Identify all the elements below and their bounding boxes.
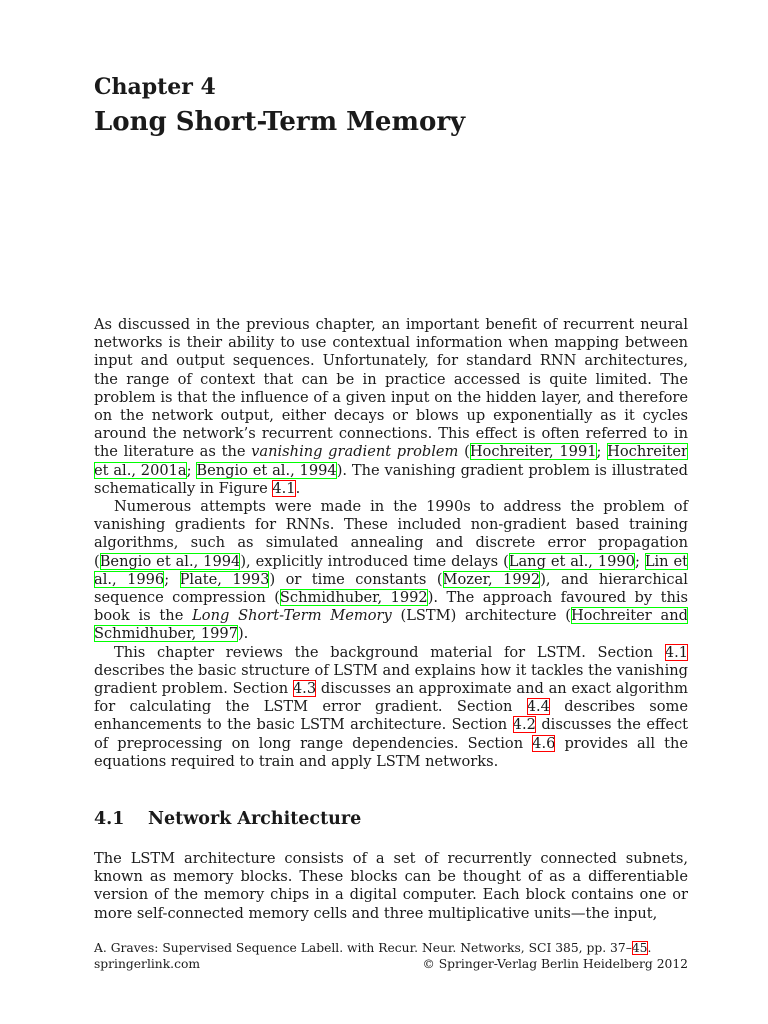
section-ref-link[interactable]: 4.1 xyxy=(664,643,688,661)
text: discusses the effect of preprocessing on long range dependencies. Section xyxy=(94,716,689,752)
paragraph-2 xyxy=(94,498,688,644)
footer-copyright: © Springer-Verlag Berlin Heidelberg 2012 xyxy=(422,956,688,971)
text: provides all the equations required to train and apply LSTM networks. xyxy=(94,734,688,770)
page-ref-link[interactable]: 45 xyxy=(631,941,648,955)
text: As discussed in the previous chapter, an important benefit of recurrent neural networks is their ability to use contextual information when mapping between input and output sequences. Unfortunately, for standard RNN architectures, the range of context that can be in practice accessed is quite limited. The problem is that the influence of a given input on the hidden layer, and therefore on the network output, either decays or blows up exponentially as it cycles around the network’s recurrent connections. This effect is often referred to in the literature as the xyxy=(94,316,688,461)
section-ref-link[interactable]: 4.4 xyxy=(526,698,550,716)
text: ; xyxy=(634,552,645,570)
text: Numerous attempts were made in the 1990s to address the problem of vanishing gradients for RNNs. These included non-gradient based training algorithms, such as simulated annealing and discrete error propagation ( xyxy=(94,498,688,570)
text: ). The vanishing gradient problem is illustrated schematically in Figure xyxy=(94,461,688,497)
citation-link[interactable]: Schmidhuber, 1992 xyxy=(279,589,428,607)
emphasis: Long Short-Term Memory xyxy=(192,607,392,625)
text: ). The approach favoured by this book is the xyxy=(94,589,689,625)
citation-link[interactable]: Hochreiter et al., 2001a xyxy=(94,443,688,479)
citation-link[interactable]: Hochreiter, 1991 xyxy=(469,443,597,461)
section-ref-link[interactable]: 4.2 xyxy=(512,716,536,734)
figure-ref-link[interactable]: 4.1 xyxy=(272,479,296,497)
citation-link[interactable]: Mozer, 1992 xyxy=(442,570,541,588)
citation-link[interactable]: Bengio et al., 1994 xyxy=(196,461,337,479)
text: describes the basic structure of LSTM and explains how it tackles the vanishing gradient problem. Section xyxy=(94,661,688,698)
citation-link[interactable]: Lang et al., 1990 xyxy=(508,552,635,570)
intro-text xyxy=(94,316,688,771)
citation-link[interactable]: Bengio et al., 1994 xyxy=(99,552,241,570)
text: ). xyxy=(237,625,249,643)
footer-publisher-line xyxy=(94,957,688,973)
emphasis: vanishing gradient problem xyxy=(251,443,459,461)
section-title: Network Architecture xyxy=(148,809,362,829)
section-heading xyxy=(94,809,361,829)
citation-link[interactable]: Lin et al., 1996 xyxy=(94,552,688,588)
text: ), explicitly introduced time delays ( xyxy=(240,552,509,570)
citation-link[interactable]: Hochreiter and Schmidhuber, 1997 xyxy=(94,607,688,643)
text: ( xyxy=(458,443,470,461)
page-footer xyxy=(94,941,688,972)
text: This chapter reviews the background material for LSTM. Section xyxy=(114,643,665,661)
text: . xyxy=(647,941,652,955)
section-number: 4.1 xyxy=(94,809,125,829)
text: discusses an approximate and an exact algorithm for calculating the LSTM error gradient. Section xyxy=(94,680,688,716)
text: ), and hierarchical sequence compression ( xyxy=(94,570,688,607)
section-ref-link[interactable]: 4.3 xyxy=(292,680,317,698)
chapter-title: Long Short-Term Memory xyxy=(94,107,466,137)
citation-link[interactable]: Plate, 1993 xyxy=(179,570,270,588)
paragraph-3 xyxy=(94,644,688,771)
text: ; xyxy=(186,461,197,479)
section-paragraph: The LSTM architecture consists of a set of recurrently connected subnets, known as memory blocks. These blocks can be thought of as a differentiable version of the memory chips in a digital computer. Each block contains one or more self-connected memory cells and three multiplicative units—the input, xyxy=(94,850,688,922)
text: ) or time constants ( xyxy=(269,570,443,588)
text: ; xyxy=(596,443,608,461)
text: describes some enhancements to the basic LSTM architecture. Section xyxy=(94,698,688,734)
text: A. Graves: Supervised Sequence Labell. with Recur. Neur. Networks, SCI 385, pp. 37– xyxy=(94,941,632,955)
section-ref-link[interactable]: 4.6 xyxy=(532,734,556,752)
paragraph-1 xyxy=(94,316,688,498)
chapter-label: Chapter 4 xyxy=(94,74,216,100)
footer-site: springerlink.com xyxy=(94,956,201,971)
text: . xyxy=(295,479,301,497)
text: ; xyxy=(164,570,180,588)
text: (LSTM) architecture ( xyxy=(391,607,571,625)
footer-citation xyxy=(94,941,688,957)
